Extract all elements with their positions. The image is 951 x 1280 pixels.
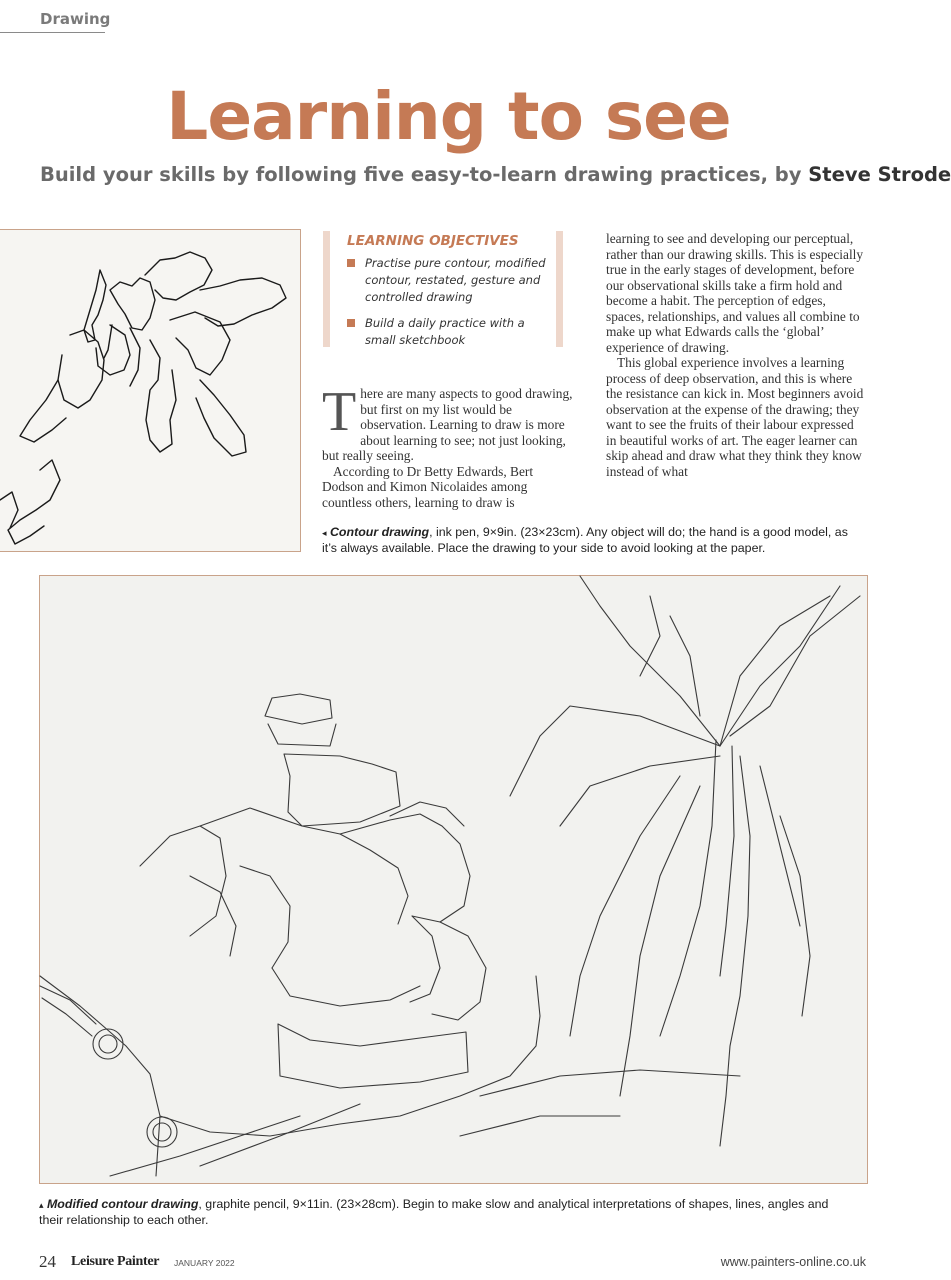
caption-title: Modified contour drawing: [46, 1197, 199, 1211]
website-link[interactable]: www.painters-online.co.uk: [720, 1255, 866, 1269]
caption-arrow-icon: ▴: [39, 1200, 44, 1210]
magazine-logo: Leisure Painter: [71, 1254, 160, 1269]
caption-contour-drawing: [322, 525, 862, 556]
issue-date: JANUARY 2022: [174, 1258, 235, 1268]
caption-modified-contour-drawing: [39, 1197, 839, 1228]
article-paragraph: learning to see and developing our perceptual, rather than our drawing skills. This is especially true in the early stages of development, before our observational skills take a firm hold and become a habit. The perception of edges, spaces, relationships, and values all combine to make up what Edwards calls the ‘global’ experience of drawing.: [606, 231, 864, 355]
page-title: Learning to see: [166, 78, 731, 155]
modified-contour-drawing-sketch: [40, 576, 867, 1183]
contour-drawing-image: [0, 229, 301, 552]
square-bullet-icon: [347, 259, 355, 267]
article-column-left: [322, 381, 574, 510]
article-paragraph: According to Dr Betty Edwards, Bert Dodson and Kimon Nicolaides among countless others, learning to draw is: [322, 463, 534, 510]
section-label: Drawing: [40, 10, 111, 28]
square-bullet-icon: [347, 319, 355, 327]
caption-title: Contour drawing: [329, 525, 430, 539]
dropcap: T: [322, 381, 357, 443]
section-tag: [0, 8, 111, 33]
standfirst-text: Build your skills by following five easy-to-learn drawing practices, by: [40, 163, 809, 186]
caption-text: , ink pen, 9×9in. (23×23cm). Any object will do; the hand is a good model, as it’s always available. Place the drawing to your side to avoid looking at the paper.: [322, 525, 848, 555]
objectives-list: [347, 255, 548, 349]
page-footer: [0, 1252, 897, 1276]
learning-objectives-box: [323, 231, 563, 347]
author-name: Steve Strode: [808, 163, 951, 186]
objective-item: Practise pure contour, modified contour, restated, gesture and controlled drawing: [347, 255, 548, 306]
caption-text: , graphite pencil, 9×11in. (23×28cm). Begin to make slow and analytical interpretations of shapes, lines, angles and their relationship to each other.: [39, 1197, 829, 1227]
article-paragraph: There are many aspects to good drawing, but first on my list would be observation. Learning to draw is more about learning to see; not just looking, but really seeing.: [322, 381, 573, 463]
modified-contour-drawing-image: [39, 575, 868, 1184]
objectives-title: LEARNING OBJECTIVES: [347, 233, 519, 249]
caption-arrow-icon: ◂: [322, 528, 327, 538]
article-paragraph: This global experience involves a learning process of deep observation, and this is where the resistance can kick in. Most beginners avoid observation at the expense of the drawing; they want to see the fruits of their labour expressed in beautiful works of art. The eager learner can skip ahead and draw what they think they know instead of what: [606, 355, 864, 479]
objective-item: Build a daily practice with a small sketchbook: [347, 315, 548, 349]
contour-drawing-sketch: [0, 230, 300, 551]
page-number: 24: [39, 1252, 56, 1271]
standfirst: [40, 163, 951, 186]
article-column-right: [606, 231, 864, 479]
